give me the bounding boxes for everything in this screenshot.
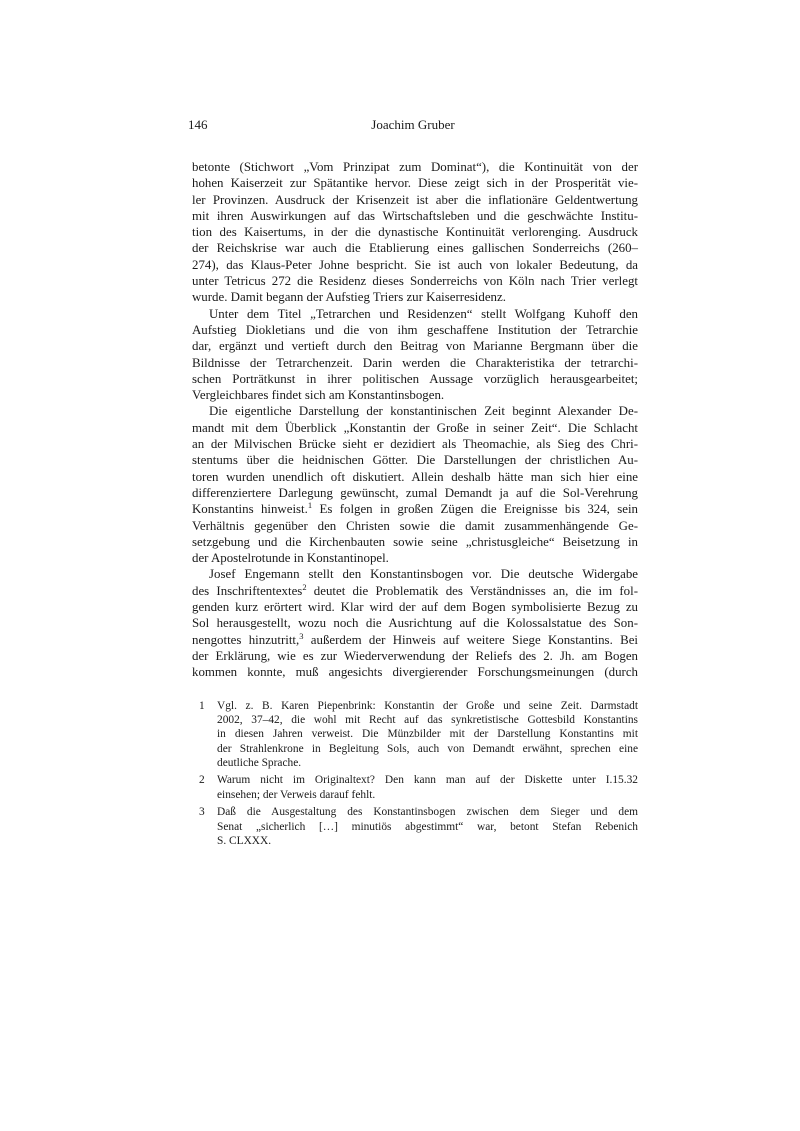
text-line: hohen Kaiserzeit zur Spätantike hervor. Diese zeigt sich in der Prosperität vie- xyxy=(192,176,638,191)
line-text: deutet die Problematik des Verständnisses an, die im fol- xyxy=(306,583,638,598)
footnote-line: in diesen Jahren verweist. Die Münzbilder mit der Darstellung Konstantins mit xyxy=(217,728,638,741)
text-line: der Erklärung, wie es zur Wiederverwendung der Reliefs des 2. Jh. am Bogen xyxy=(192,648,638,663)
text-line xyxy=(192,632,638,648)
page-header xyxy=(188,117,638,135)
line-text: Konstantins hinweist. xyxy=(192,502,308,517)
footnote-3 xyxy=(199,805,638,848)
text-line: 274), das Klaus-Peter Johne bespricht. Sie ist auch von lokaler Bedeutung, da xyxy=(192,257,638,272)
line-text: außerdem der Hinweis auf weitere Siege Konstantins. Bei xyxy=(303,632,639,647)
text-line: der Apostelrotunde in Konstantinopel. xyxy=(192,551,389,566)
footnote-line: der Strahlenkrone in Begleitung Sols, auch von Demandt erwähnt, sprechen eine xyxy=(217,742,638,755)
text-line: dar, ergänzt und vertieft durch den Beitrag von Marianne Bergmann über die xyxy=(192,339,638,354)
footnotes xyxy=(199,699,638,851)
footnote-line: Daß die Ausgestaltung des Konstantinsbogen zwischen dem Sieger und dem xyxy=(217,806,638,819)
footnote-number: 3 xyxy=(199,806,205,819)
text-line: unter Tetricus 272 die Residenz dieses Sonderreichs von Köln nach Trier verlegt xyxy=(192,274,638,289)
body-text xyxy=(192,159,638,681)
text-line xyxy=(192,583,638,599)
text-line: Verhältnis gegenüber den Christen sowie die damit zusammenhängende Ge- xyxy=(192,518,638,533)
text-line: an der Milvischen Brücke sieht er dezidiert als Theomachie, als Sieg des Chri- xyxy=(192,437,638,452)
running-title: Joachim Gruber xyxy=(371,117,455,132)
line-text: des Inschriftentextes xyxy=(192,583,303,598)
footnote-line: Warum nicht im Originaltext? Den kann man auf der Diskette unter I.15.32 xyxy=(217,774,638,787)
text-line: kommen konnte, muß angesichts divergierender Forschungsmeinungen (durch xyxy=(192,665,638,680)
text-line: mandt mit dem Überblick „Konstantin der Große in seiner Zeit“. Die Schlacht xyxy=(192,420,638,435)
footnote-ref-2[interactable]: 2 xyxy=(302,581,307,592)
paragraph xyxy=(192,306,638,404)
text-line: Vergleichbares findet sich am Konstantinsbogen. xyxy=(192,388,445,403)
paragraph xyxy=(192,566,638,680)
text-line: tion des Kaisertums, in der die dynastische Kontinuität verlorenging. Ausdruck xyxy=(192,225,638,240)
footnote-number: 2 xyxy=(199,774,205,787)
text-line: Die eigentliche Darstellung der konstantinischen Zeit beginnt Alexander De- xyxy=(209,404,638,419)
text-line: wurde. Damit begann der Aufstieg Triers zur Kaiserresidenz. xyxy=(192,290,506,305)
text-line: ler Provinzen. Ausdruck der Krisenzeit ist aber die inflationäre Geldentwertung xyxy=(192,192,638,207)
text-line: Aufstieg Diokletians und die von ihm geschaffene Institution der Tetrarchie xyxy=(192,322,638,337)
page-number: 146 xyxy=(188,117,208,132)
paragraph xyxy=(192,159,638,306)
footnote-number: 1 xyxy=(199,700,205,712)
line-text: nengottes hinzutritt, xyxy=(192,632,300,647)
paragraph xyxy=(192,403,638,566)
footnote-ref-3[interactable]: 3 xyxy=(299,630,304,641)
line-text: Es folgen in großen Zügen die Ereignisse bis 324, sein xyxy=(312,502,639,517)
text-line: betonte (Stichwort „Vom Prinzipat zum Dominat“), die Kontinuität von der xyxy=(192,160,638,174)
footnote-line: 2002, 37–42, die wohl mit Recht auf das synkretistische Gottesbild Konstantins xyxy=(217,714,638,727)
footnote-line: deutliche Sprache. xyxy=(217,756,302,769)
footnote-line: Senat „sicherlich […] minutiös abgestimmt“ war, betont Stefan Rebenich xyxy=(217,820,638,833)
footnote-ref-1[interactable]: 1 xyxy=(307,500,313,511)
footnote-line: Vgl. z. B. Karen Piepenbrink: Konstantin der Große und seine Zeit. Darmstadt xyxy=(217,700,638,712)
text-line: schen Porträtkunst in ihrer politischen Aussage vorzüglich herausgearbeitet; xyxy=(192,371,638,386)
footnote-1 xyxy=(199,699,638,770)
text-line: Unter dem Titel „Tetrarchen und Residenzen“ stellt Wolfgang Kuhoff den xyxy=(209,306,638,321)
footnote-line: S. CLXXX. xyxy=(217,834,272,847)
text-line: Sol herausgestellt, wozu noch die Ausrichtung auf die Kolossalstatue des Son- xyxy=(192,616,638,631)
text-line xyxy=(192,501,638,517)
text-line: stentums über die heidnischen Götter. Die Darstellungen der christlichen Au- xyxy=(192,453,638,468)
text-line: mit ihren Auswirkungen auf das Wirtschaftsleben und die geschwächte Institu- xyxy=(192,208,638,223)
text-line: der Reichskrise war auch die Etablierung eines gallischen Sonderreichs (260– xyxy=(192,241,638,256)
footnote-2 xyxy=(199,773,638,801)
text-line: Josef Engemann stellt den Konstantinsbogen vor. Die deutsche Widergabe xyxy=(209,567,638,582)
text-line: toren wurden unendlich oft diskutiert. Allein deshalb hätte man sich hier eine xyxy=(192,469,638,484)
text-line: genden kurz erörtert wird. Klar wird der auf dem Bogen symbolisierte Bezug zu xyxy=(192,600,638,615)
text-line: differenziertere Darlegung gewünscht, zumal Demandt ja auf die Sol-Verehrung xyxy=(192,485,638,500)
text-line: setzgebung und die Kirchenbauten sowie seine „christusgleiche“ Beisetzung in xyxy=(192,534,638,549)
text-line: Bildnisse der Tetrarchenzeit. Darin werden die Charakteristika der tetrarchi- xyxy=(192,355,638,370)
footnote-line: einsehen; der Verweis darauf fehlt. xyxy=(217,788,376,801)
